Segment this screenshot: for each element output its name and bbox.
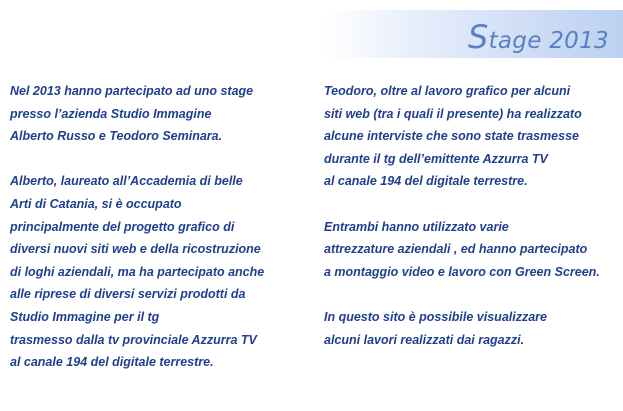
text-line: diversi nuovi siti web e della ricostruzione <box>10 242 261 257</box>
text-line: al canale 194 del digitale terrestre. <box>324 174 528 189</box>
text-line: alle riprese di diversi servizi prodotti da <box>10 287 246 302</box>
text-line: Alberto, laureato all’Accademia di belle <box>10 174 243 189</box>
page-title <box>468 18 609 56</box>
left-text-column <box>10 80 310 374</box>
text-line: trasmesso dalla tv provinciale Azzurra TV <box>10 332 257 347</box>
title-banner <box>324 10 623 58</box>
text-line: In questo sito è possibile visualizzare <box>324 309 547 324</box>
text-line: Entrambi hanno utilizzato varie <box>324 219 509 234</box>
page-title-rest: tage 2013 <box>488 28 609 54</box>
text-line: alcuni lavori realizzati dai ragazzi. <box>324 332 525 347</box>
text-line: Teodoro, oltre al lavoro grafico per alcuni <box>324 84 571 98</box>
page-title-initial: S <box>467 18 489 56</box>
right-text-column <box>324 80 619 351</box>
text-line <box>10 148 310 171</box>
text-line: siti web (tra i quali il presente) ha realizzato <box>324 106 582 121</box>
text-line: attrezzature aziendali , ed hanno partecipato <box>324 242 588 257</box>
text-line: durante il tg dell’emittente Azzurra TV <box>324 151 548 166</box>
text-line: Studio Immagine per il tg <box>10 309 160 324</box>
text-line: Arti di Catania, si è occupato <box>10 196 182 211</box>
text-line: a montaggio video e lavoro con Green Screen. <box>324 264 600 279</box>
text-line <box>324 283 619 306</box>
text-line: presso l’azienda Studio Immagine <box>10 106 212 121</box>
text-line: principalmente del progetto grafico di <box>10 219 235 234</box>
text-line: al canale 194 del digitale terrestre. <box>10 355 214 370</box>
text-line: Alberto Russo e Teodoro Seminara. <box>10 129 223 144</box>
text-line: di loghi aziendali, ma ha partecipato anche <box>10 264 265 279</box>
text-line: alcune interviste che sono state trasmesse <box>324 129 579 144</box>
text-line: Nel 2013 hanno partecipato ad uno stage <box>10 84 254 98</box>
text-line <box>324 193 619 216</box>
